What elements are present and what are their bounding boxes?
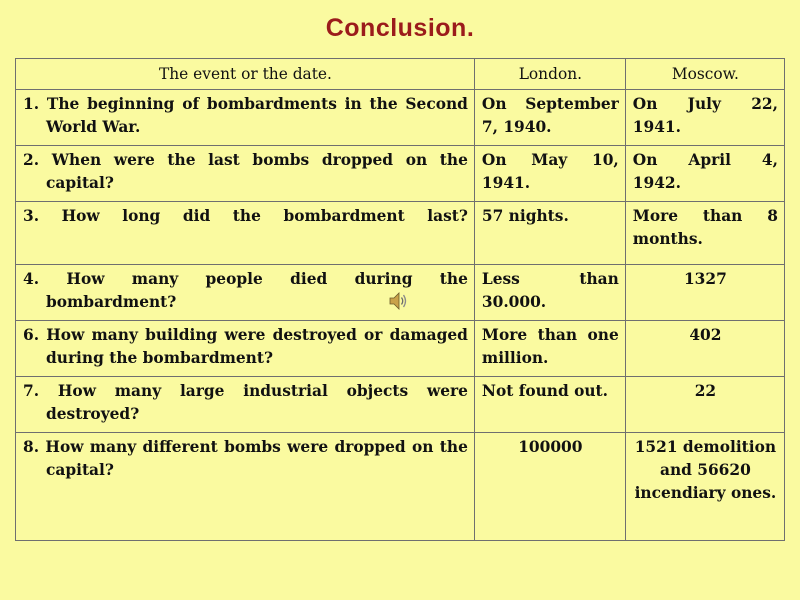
- moscow-cell: 22: [625, 377, 784, 433]
- question-cell: 2. When were the last bombs dropped on the capital?: [16, 146, 475, 202]
- column-header-moscow: Moscow.: [625, 59, 784, 90]
- london-cell: More than one million.: [474, 321, 625, 377]
- table-row: [16, 433, 785, 541]
- question-cell: 7. How many large industrial objects were destroyed?: [16, 377, 475, 433]
- speaker-icon[interactable]: [388, 290, 410, 312]
- london-cell: 57 nights.: [474, 202, 625, 265]
- question-cell: 6. How many building were destroyed or damaged during the bombardment?: [16, 321, 475, 377]
- page-title: Conclusion.: [325, 14, 475, 42]
- moscow-cell: 1327: [625, 265, 784, 321]
- table-row: [16, 377, 785, 433]
- london-cell: 100000: [474, 433, 625, 541]
- column-header-london: London.: [474, 59, 625, 90]
- london-cell: Not found out.: [474, 377, 625, 433]
- moscow-cell: On July 22, 1941.: [625, 90, 784, 146]
- table-row: [16, 90, 785, 146]
- table-header-row: [16, 59, 785, 90]
- moscow-cell: 1521 demolition and 56620 incendiary ones.: [625, 433, 784, 541]
- question-cell: 3. How long did the bombardment last?: [16, 202, 475, 265]
- moscow-cell: On April 4, 1942.: [625, 146, 784, 202]
- question-cell: 4. How many people died during the bombardment?: [16, 265, 475, 321]
- london-cell: On September 7, 1940.: [474, 90, 625, 146]
- question-cell: 8. How many different bombs were dropped on the capital?: [16, 433, 475, 541]
- table-row: [16, 202, 785, 265]
- column-header-event: The event or the date.: [16, 59, 475, 90]
- question-cell: 1. The beginning of bombardments in the Second World War.: [16, 90, 475, 146]
- london-cell: On May 10, 1941.: [474, 146, 625, 202]
- table-row: [16, 146, 785, 202]
- moscow-cell: More than 8 months.: [625, 202, 784, 265]
- moscow-cell: 402: [625, 321, 784, 377]
- london-cell: Less than 30.000.: [474, 265, 625, 321]
- table-row: [16, 321, 785, 377]
